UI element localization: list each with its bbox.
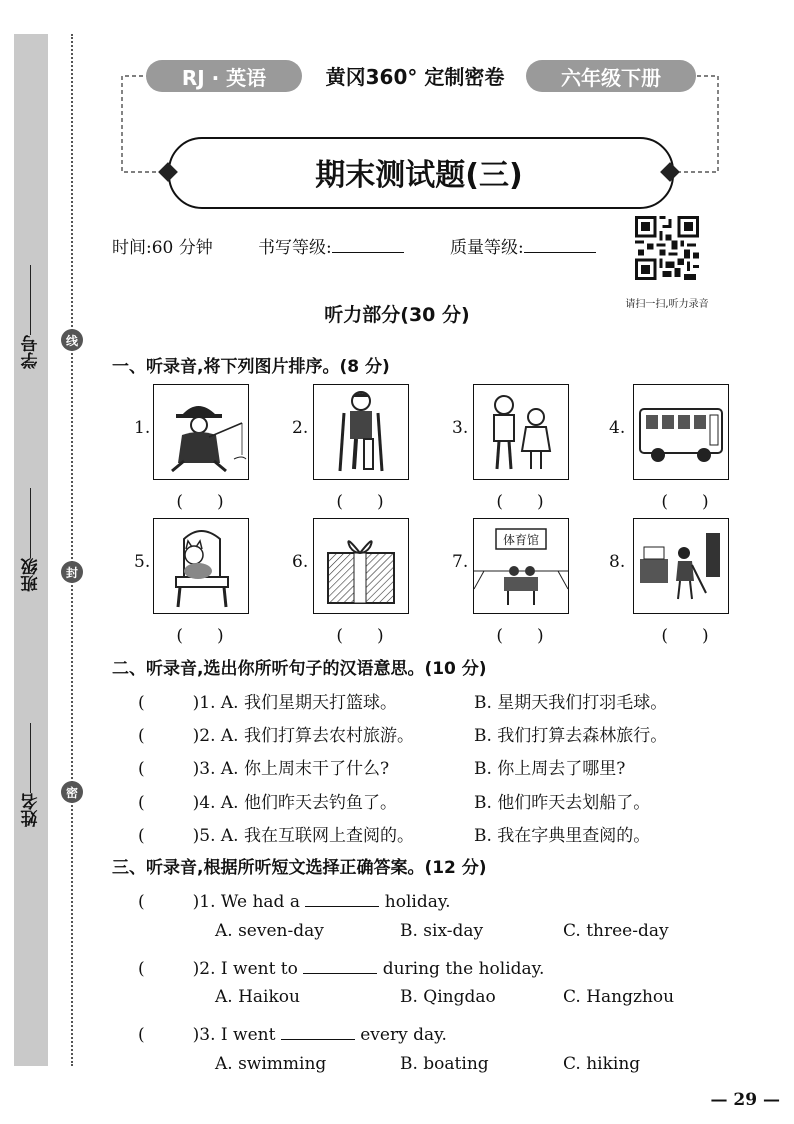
writing-grade <box>258 233 404 258</box>
cleaning-room-icon <box>634 519 728 613</box>
option-b: B. six-day <box>400 921 484 941</box>
section1-heading: 一、听录音,将下列图片排序。(8 分) <box>112 357 390 377</box>
picture-number: 1. <box>134 418 151 438</box>
section2-heading: 二、听录音,选出你所听句子的汉语意思。(10 分) <box>112 659 487 679</box>
answer-paren[interactable]: ( <box>138 826 179 846</box>
name-label <box>14 690 48 860</box>
question-row <box>138 887 451 912</box>
picture-gym <box>473 518 569 614</box>
qr-code-icon[interactable] <box>635 216 699 280</box>
picture-gift <box>313 518 409 614</box>
question-row <box>138 721 414 746</box>
student-number-text: 学号 <box>21 335 42 369</box>
option-c: C. three-day <box>563 921 669 941</box>
option-b: B. 星期天我们打羽毛球。 <box>474 693 668 713</box>
gift-box-icon <box>314 519 408 613</box>
fill-blank[interactable] <box>281 1025 355 1040</box>
option-b: B. 他们昨天去划船了。 <box>474 793 651 813</box>
option-b: B. 我在字典里查阅的。 <box>474 826 651 846</box>
brand-title: 黄冈360° 定制密卷 <box>325 65 505 89</box>
gym-sign: 体育馆 <box>502 533 539 547</box>
option-a: )1. A. 我们星期天打篮球。 <box>192 693 397 713</box>
answer-paren[interactable]: ( ) <box>496 492 544 512</box>
time-limit: 时间:60 分钟 <box>112 238 213 258</box>
option-a: )4. A. 他们昨天去钓鱼了。 <box>192 793 397 813</box>
page-number: — 29 — <box>710 1090 780 1110</box>
seal-line: 线 <box>61 329 83 351</box>
picture-number: 7. <box>452 552 469 572</box>
option-c: C. hiking <box>563 1054 641 1074</box>
name-line <box>31 723 32 793</box>
picture-boy-girl <box>473 384 569 480</box>
boy-crutches-icon <box>314 385 408 479</box>
option-a: A. swimming <box>215 1054 327 1074</box>
option-a: A. seven-day <box>215 921 324 941</box>
question-row <box>138 954 544 979</box>
answer-paren[interactable]: ( <box>138 1025 179 1045</box>
class-line <box>31 488 32 558</box>
picture-number: 4. <box>609 418 626 438</box>
name-text: 姓名 <box>21 793 42 827</box>
answer-paren[interactable]: ( <box>138 793 179 813</box>
question-row <box>138 821 414 846</box>
option-a: )3. A. 你上周末干了什么? <box>192 759 390 779</box>
answer-paren[interactable]: ( ) <box>336 492 384 512</box>
writing-grade-blank[interactable] <box>332 236 404 253</box>
picture-crutches <box>313 384 409 480</box>
question-row <box>138 688 397 713</box>
page-title: 期末测试题(三) <box>315 158 523 193</box>
picture-bus <box>633 384 729 480</box>
picture-number: 3. <box>452 418 469 438</box>
question-row <box>138 754 389 779</box>
option-a: )5. A. 我在互联网上查阅的。 <box>192 826 414 846</box>
picture-number: 6. <box>292 552 309 572</box>
fill-blank[interactable] <box>305 892 379 907</box>
answer-paren[interactable]: ( <box>138 759 179 779</box>
series-badge: RJ · 英语 <box>146 60 302 92</box>
seal-secret: 密 <box>61 781 83 803</box>
boy-girl-icon <box>474 385 568 479</box>
quality-grade-blank[interactable] <box>524 236 596 253</box>
class-text: 班级 <box>21 558 42 592</box>
fisherman-icon <box>154 385 248 479</box>
answer-paren[interactable]: ( <box>138 726 179 746</box>
picture-number: 5. <box>134 552 151 572</box>
writing-grade-label: 书写等级: <box>258 238 332 258</box>
picture-number: 8. <box>609 552 626 572</box>
option-b: B. Qingdao <box>400 987 496 1007</box>
option-b: B. boating <box>400 1054 489 1074</box>
qr-caption: 请扫一扫,听力录音 <box>625 299 709 310</box>
answer-paren[interactable]: ( ) <box>336 626 384 646</box>
answer-paren[interactable]: ( ) <box>496 626 544 646</box>
quality-grade <box>450 233 596 258</box>
question-text-end: during the holiday. <box>382 959 545 979</box>
fill-blank[interactable] <box>303 959 377 974</box>
option-b: B. 你上周去了哪里? <box>474 759 626 779</box>
seal-seal: 封 <box>61 561 83 583</box>
picture-fisherman <box>153 384 249 480</box>
question-text: )1. We had a <box>192 892 300 912</box>
answer-paren[interactable]: ( <box>138 892 179 912</box>
question-text: )2. I went to <box>192 959 298 979</box>
option-a: )2. A. 我们打算去农村旅游。 <box>192 726 414 746</box>
answer-paren[interactable]: ( ) <box>661 626 709 646</box>
grade-badge: 六年级下册 <box>526 60 696 92</box>
answer-paren[interactable]: ( ) <box>176 492 224 512</box>
question-text: )3. I went <box>192 1025 276 1045</box>
listening-title: 听力部分(30 分) <box>324 304 470 326</box>
question-text-end: every day. <box>360 1025 447 1045</box>
answer-paren[interactable]: ( ) <box>661 492 709 512</box>
answer-paren[interactable]: ( <box>138 959 179 979</box>
quality-grade-label: 质量等级: <box>450 238 524 258</box>
cat-chair-icon <box>154 519 248 613</box>
option-b: B. 我们打算去森林旅行。 <box>474 726 668 746</box>
question-row <box>138 1020 447 1045</box>
question-row <box>138 788 397 813</box>
answer-paren[interactable]: ( <box>138 693 179 713</box>
cut-line <box>71 34 73 1066</box>
picture-cleaning <box>633 518 729 614</box>
picture-number: 2. <box>292 418 309 438</box>
option-a: A. Haikou <box>215 987 300 1007</box>
section3-heading: 三、听录音,根据所听短文选择正确答案。(12 分) <box>112 858 487 878</box>
answer-paren[interactable]: ( ) <box>176 626 224 646</box>
class-label <box>14 455 48 625</box>
question-text-end: holiday. <box>384 892 451 912</box>
bus-icon <box>634 385 728 479</box>
picture-cat-chair <box>153 518 249 614</box>
option-c: C. Hangzhou <box>563 987 675 1007</box>
